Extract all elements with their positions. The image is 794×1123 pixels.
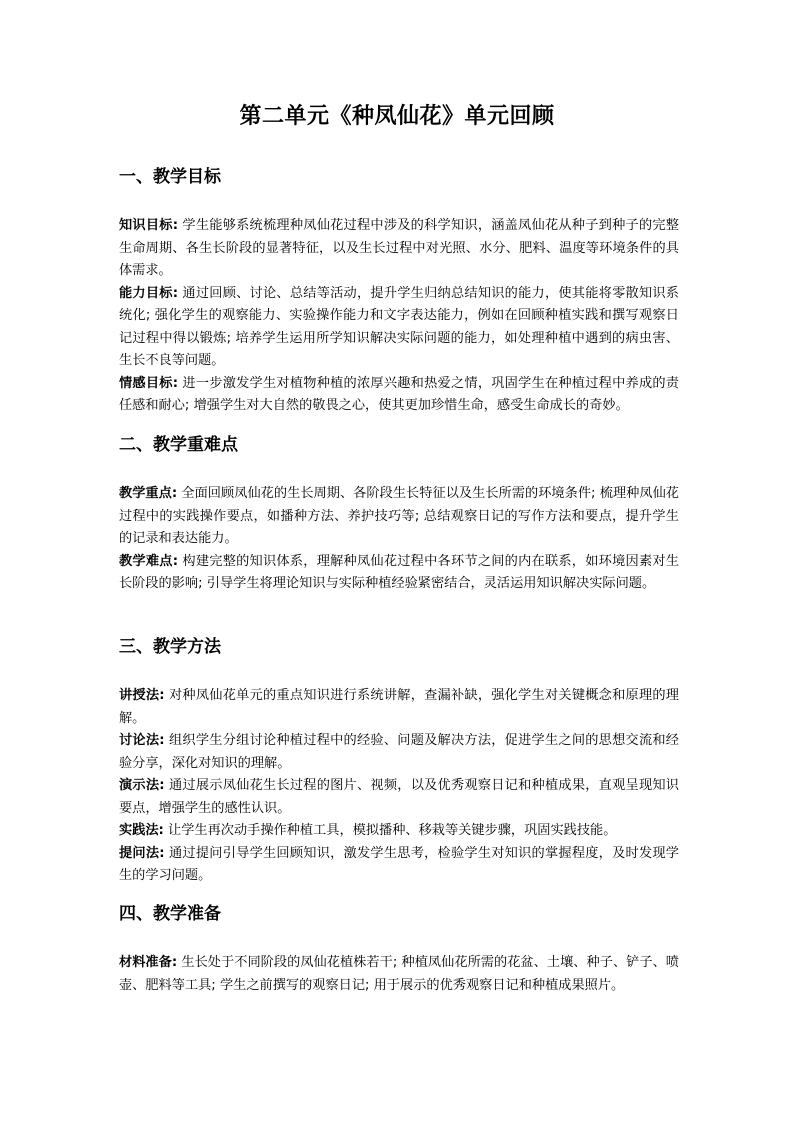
paragraph-label: 演示法: <box>119 778 165 793</box>
section-heading-key-difficult-points: 二、教学重难点 <box>119 435 238 455</box>
section-body-teaching-methods <box>119 685 679 888</box>
paragraph-ability-objective <box>119 283 679 373</box>
paragraph-label: 教学重点: <box>119 486 178 501</box>
paragraph-label: 实践法: <box>119 823 164 838</box>
paragraph-demonstration-method <box>119 775 679 820</box>
paragraph-text: 让学生再次动手操作种植工具，模拟播种、移栽等关键步骤，巩固实践技能。 <box>168 823 617 838</box>
paragraph-questioning-method <box>119 843 679 888</box>
paragraph-discussion-method <box>119 730 679 775</box>
paragraph-text: 通过提问引导学生回顾知识，激发学生思考，检验学生对知识的掌握程度，及时发现学生的学习问题。 <box>119 845 679 883</box>
paragraph-material-preparation <box>119 952 679 997</box>
paragraph-text: 进一步激发学生对植物种植的浓厚兴趣和热爱之情，巩固学生在种植过程中养成的责任感和耐心; 增强学生对大自然的敬畏之心，使其更加珍惜生命，感受生命成长的奇妙。 <box>119 375 679 413</box>
paragraph-text: 全面回顾凤仙花的生长周期、各阶段生长特征以及生长所需的环境条件; 梳理种凤仙花过程中的实践操作要点，如播种方法、养护技巧等; 总结观察日记的写作方法和要点，提升学生的记录和表达能力。 <box>119 486 679 546</box>
section-body-teaching-objectives <box>119 215 679 418</box>
paragraph-label: 讨论法: <box>119 733 165 748</box>
paragraph-lecture-method <box>119 685 679 730</box>
paragraph-text: 通过展示凤仙花生长过程的图片、视频，以及优秀观察日记和种植成果，直观呈现知识要点，增强学生的感性认识。 <box>119 778 679 816</box>
paragraph-label: 教学难点: <box>119 553 178 569</box>
paragraph-text: 构建完整的知识体系，理解种凤仙花过程中各环节之间的内在联系，如环境因素对生长阶段的影响; 引导学生将理论知识与实际种植经验紧密结合，灵活运用知识解决实际问题。 <box>119 553 679 591</box>
paragraph-label: 知识目标: <box>119 218 178 233</box>
paragraph-label: 能力目标: <box>119 285 178 301</box>
paragraph-teaching-difficulty <box>119 551 679 596</box>
paragraph-teaching-focus <box>119 483 679 551</box>
section-heading-teaching-preparation: 四、教学准备 <box>119 904 221 924</box>
section-heading-teaching-objectives: 一、教学目标 <box>119 167 221 187</box>
paragraph-knowledge-objective <box>119 215 679 283</box>
paragraph-text: 生长处于不同阶段的凤仙花植株若干; 种植凤仙花所需的花盆、土壤、种子、铲子、喷壶、肥料等工具; 学生之前撰写的观察日记; 用于展示的优秀观察日记和种植成果照片。 <box>119 955 679 993</box>
paragraph-text: 学生能够系统梳理种凤仙花过程中涉及的科学知识，涵盖凤仙花从种子到种子的完整生命周期、各生长阶段的显著特征，以及生长过程中对光照、水分、肥料、温度等环境条件的具体需求。 <box>119 218 679 278</box>
page-title: 第二单元《种凤仙花》单元回顾 <box>239 104 555 129</box>
section-body-key-difficult-points <box>119 483 679 596</box>
paragraph-label: 讲授法: <box>119 688 165 703</box>
section-body-teaching-preparation <box>119 952 679 997</box>
paragraph-text: 对种凤仙花单元的重点知识进行系统讲解，查漏补缺，强化学生对关键概念和原理的理解。 <box>119 688 679 726</box>
section-heading-teaching-methods: 三、教学方法 <box>119 637 221 657</box>
paragraph-emotional-objective <box>119 373 679 418</box>
paragraph-label: 提问法: <box>119 845 165 861</box>
paragraph-label: 情感目标: <box>119 375 178 391</box>
paragraph-text: 组织学生分组讨论种植过程中的经验、问题及解决方法，促进学生之间的思想交流和经验分享，深化对知识的理解。 <box>119 733 679 771</box>
paragraph-practice-method <box>119 820 679 843</box>
paragraph-label: 材料准备: <box>119 955 178 970</box>
paragraph-text: 通过回顾、讨论、总结等活动，提升学生归纳总结知识的能力，使其能将零散知识系统化; 强化学生的观察能力、实验操作能力和文字表达能力，例如在回顾种植实践和撰写观察日记过程中得以锻炼; 培养学生运用所学知识解决实际问题的能力，如处理种植中遇到的病虫害、生长不良等问题。 <box>119 285 679 368</box>
